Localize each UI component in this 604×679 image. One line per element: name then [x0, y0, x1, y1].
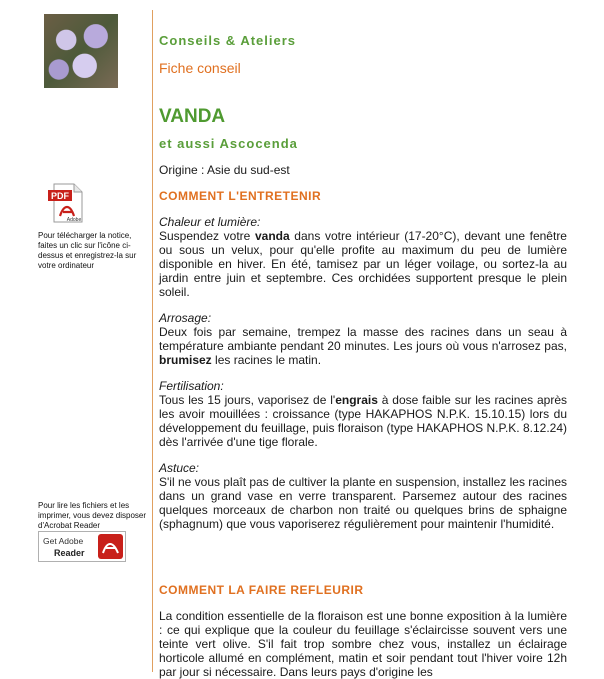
tip-label: Astuce:	[159, 461, 200, 475]
fert-label: Fertilisation:	[159, 379, 224, 393]
water-text-b: les racines le matin.	[211, 353, 322, 367]
light-paragraph	[159, 215, 567, 299]
light-label: Chaleur et lumière:	[159, 215, 261, 229]
fert-text-a: Tous les 15 jours, vaporisez de l'	[159, 393, 336, 407]
reader-instructions: Pour lire les fichiers et les imprimer, vous devez disposer d'Acrobat Reader	[38, 501, 147, 530]
water-text-bold: brumisez	[159, 353, 212, 367]
pdf-icon-label: PDF	[51, 191, 69, 201]
rebloom-heading: COMMENT LA FAIRE REFLEURIR	[159, 583, 364, 597]
get-adobe-reader-badge[interactable]	[38, 531, 126, 562]
badge-get-text: Get Adobe	[43, 536, 84, 546]
tip-text: S'il ne vous plaît pas de cultiver la plante en suspension, installez les racines dans un grand vase en verre transparent. Parsemez autour des racines quelques morceaux de charbon non traité ou quelques brins de sphaigne (sphagnum) que vous vaporiserez régulièrement pour maintenir l'humidité.	[159, 475, 567, 531]
light-text-b: dans votre intérieur (17-20°C), devant une fenêtre ou sous un velux, pour qu'elle profite au maximum du peu de lumière disponible en hiver. En été, tamisez par un léger voilage, ou sortez-la au jardin entre juin et septembre. Ces orchidées supportent presque le plein soleil.	[159, 229, 567, 299]
water-text-a: Deux fois par semaine, trempez la masse des racines dans un seau à température ambiante pendant 20 minutes. Les jours où vous n'arrosez pas,	[159, 325, 567, 353]
fert-paragraph	[159, 379, 567, 449]
care-heading: COMMENT L'ENTRETENIR	[159, 189, 322, 203]
light-text-bold: vanda	[254, 229, 290, 243]
sidebar	[0, 0, 152, 672]
pdf-download-icon[interactable]	[46, 182, 86, 224]
pdf-icon-sub: Adobe	[66, 217, 82, 223]
plant-name: VANDA	[159, 106, 226, 127]
adobe-reader-icon	[98, 534, 123, 559]
plant-aka: et aussi Ascocenda	[159, 136, 298, 151]
water-paragraph	[159, 311, 567, 367]
fert-text-b: à dose faible sur les racines après les avoir mouillées : croissance (type HAKAPHOS N.P.K. 15.10.15) lors du développement du feuillage, puis floraison (type HAKAPHOS N.P.K. 8.12.24) dès l'arrivée d'une tige florale.	[159, 393, 568, 449]
sheet-subtitle: Fiche conseil	[159, 60, 241, 76]
rebloom-paragraph: La condition essentielle de la floraison est une bonne exposition à la lumière : ce qui explique que la couleur du feuillage s'éclaircisse souvent vers une teinte vert olive. S'il fait trop sombre chez vous, installez un éclairage horticole allumé en complément, matin et soir pendant tout l'hiver voire 12h par jour si nécessaire. Dans leurs pays d'origine les	[159, 609, 567, 679]
orchid-photo	[44, 14, 118, 88]
fert-text-bold: engrais	[335, 393, 378, 407]
light-text-a: Suspendez votre	[159, 229, 255, 243]
section-title: Conseils & Ateliers	[159, 33, 297, 48]
water-label: Arrosage:	[159, 311, 212, 325]
plant-origin: Origine : Asie du sud-est	[159, 163, 290, 177]
column-divider	[152, 10, 153, 672]
download-instructions: Pour télécharger la notice, faites un clic sur l'icône ci-dessus et enregistrez-la sur votre ordinateur	[38, 231, 137, 270]
tip-paragraph	[159, 461, 567, 531]
badge-reader-text: Reader	[54, 548, 85, 558]
